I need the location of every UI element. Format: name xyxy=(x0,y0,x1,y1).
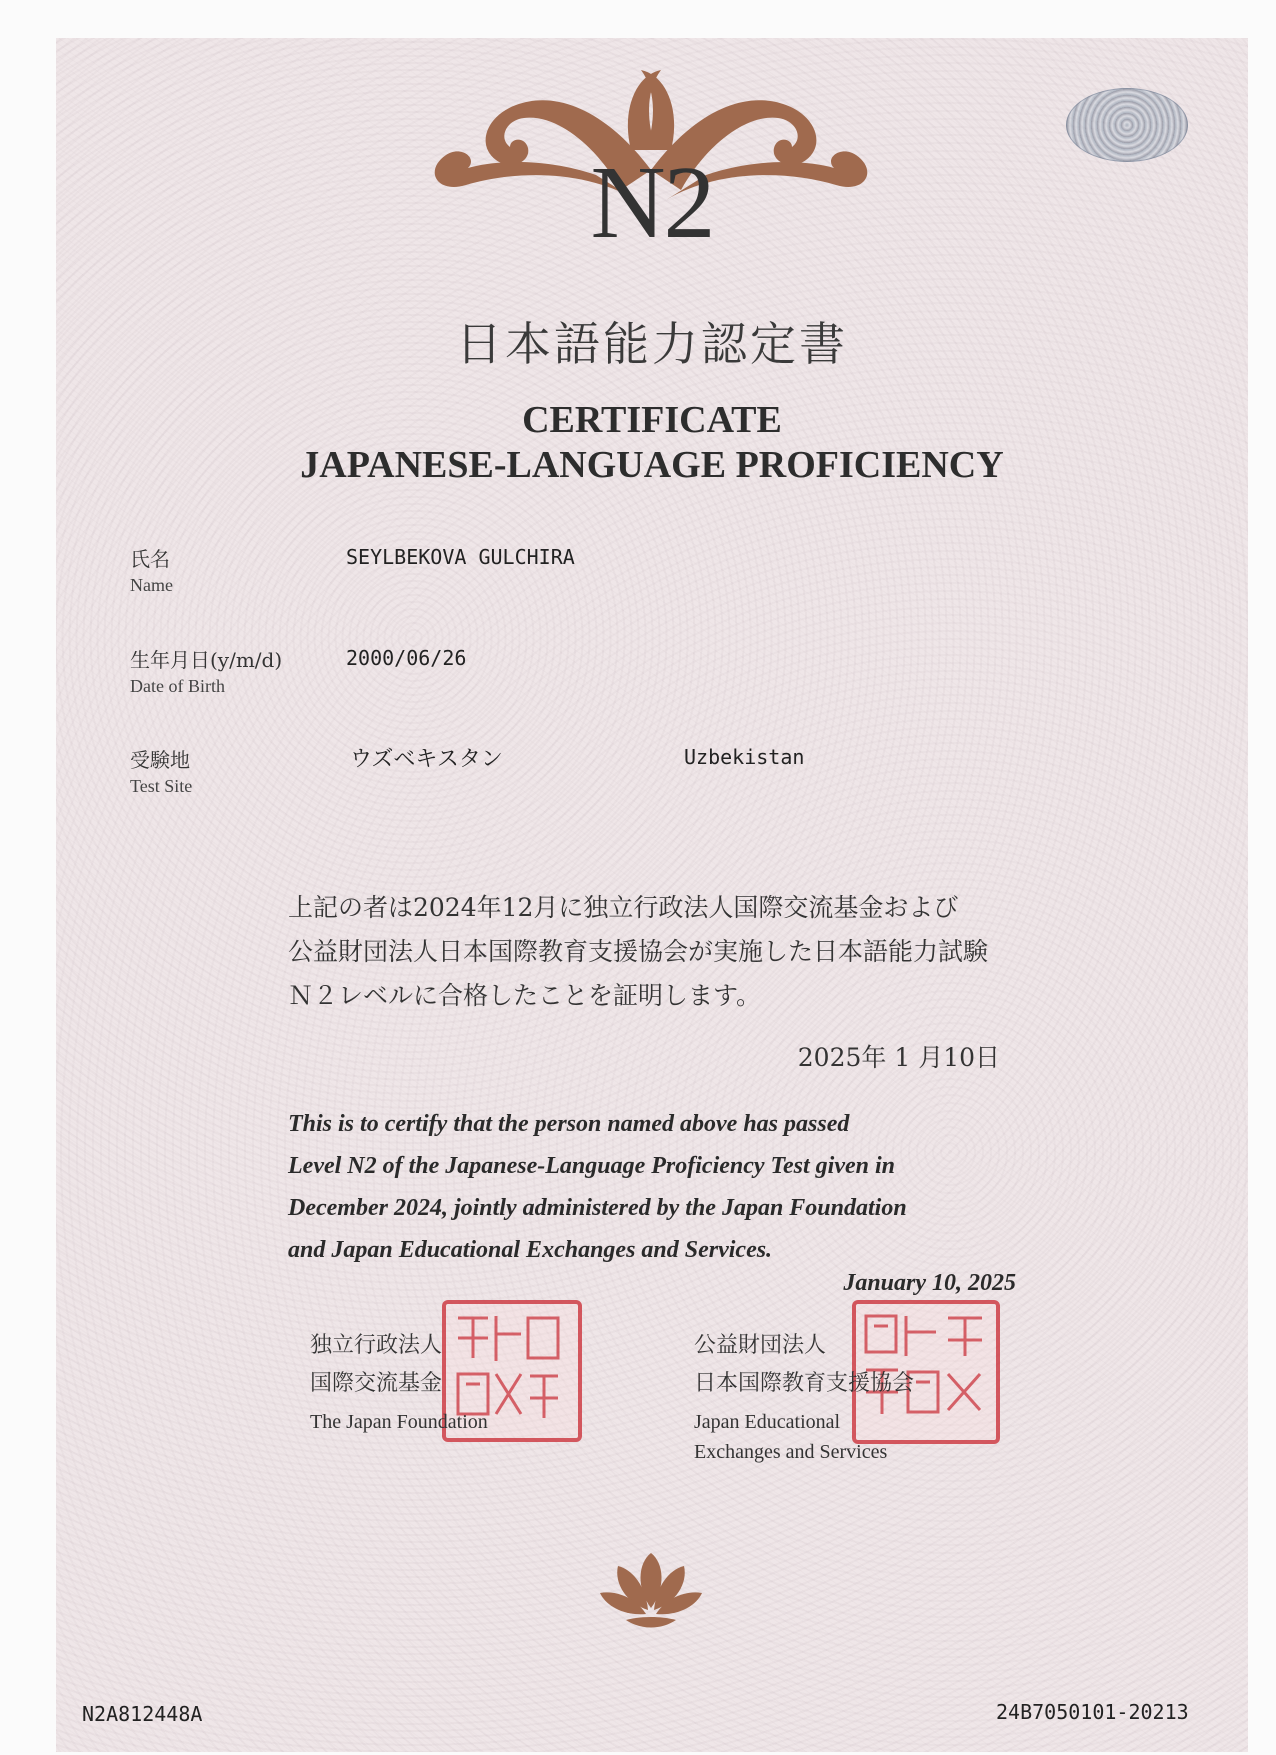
statement-english xyxy=(288,1103,1068,1271)
site-label-jp: 受験地 xyxy=(130,748,190,772)
issue-date-english: January 10, 2025 xyxy=(843,1270,1016,1296)
statement-jp-line: 上記の者は2024年12月に独立行政法人国際交流基金および xyxy=(288,893,959,922)
dob-label-jp: 生年月日(y/m/d) xyxy=(130,648,283,672)
site-value-jp: ウズベキスタン xyxy=(350,747,503,772)
name-label-jp: 氏名 xyxy=(130,547,170,571)
issuer2-en-line2: Exchanges and Services xyxy=(694,1441,888,1463)
dob-value: 2000/06/26 xyxy=(346,646,467,670)
certificate-sheet xyxy=(56,38,1248,1752)
dob-label-en: Date of Birth xyxy=(130,676,225,696)
serial-left: N2A812448A xyxy=(82,1702,203,1726)
issuer1-jp-line1: 独立行政法人 xyxy=(310,1333,443,1358)
issuer2-en-line1: Japan Educational xyxy=(694,1411,841,1433)
statement-en-line: This is to certify that the person named above has passed xyxy=(288,1111,850,1137)
bottom-ornament xyxy=(596,1548,706,1633)
statement-jp-line: 公益財団法人日本国際教育支援協会が実施した日本語能力試験 xyxy=(288,937,989,966)
statement-japanese xyxy=(288,886,1048,1018)
issuer2-jp-line1: 公益財団法人 xyxy=(694,1333,827,1358)
serial-right: 24B7050101-20213 xyxy=(996,1700,1189,1724)
statement-en-line: Level N2 of the Japanese-Language Proficiency Test given in xyxy=(288,1153,896,1179)
statement-jp-line: Ｎ２レベルに合格したことを証明します。 xyxy=(288,981,762,1010)
level-title: N2 xyxy=(590,145,714,260)
statement-en-line: and Japan Educational Exchanges and Services. xyxy=(288,1237,773,1263)
site-label-en: Test Site xyxy=(130,776,193,796)
title-japanese: 日本語能力認定書 xyxy=(456,317,848,371)
issuer1-jp-line2: 国際交流基金 xyxy=(310,1371,443,1396)
statement-en-line: December 2024, jointly administered by the Japan Foundation xyxy=(288,1195,907,1221)
name-label-en: Name xyxy=(130,575,173,595)
issue-date-japanese: 2025年 1 月10日 xyxy=(797,1043,1000,1072)
site-value-en: Uzbekistan xyxy=(684,745,805,769)
issuer1-en: The Japan Foundation xyxy=(310,1411,488,1433)
name-value: SEYLBEKOVA GULCHIRA xyxy=(346,545,575,569)
issuer2-jp-line2: 日本国際教育支援協会 xyxy=(694,1371,915,1396)
title-english-line2: JAPANESE-LANGUAGE PROFICIENCY xyxy=(300,444,1004,486)
title-english-line1: CERTIFICATE xyxy=(522,399,782,441)
